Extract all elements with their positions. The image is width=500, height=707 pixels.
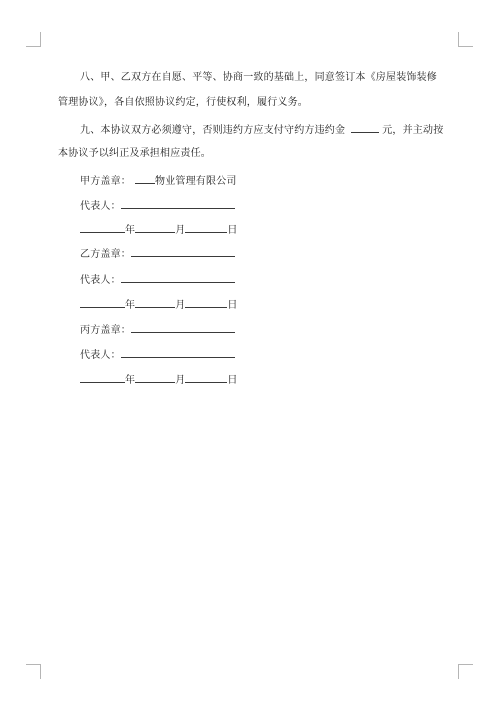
party-c-rep-row — [80, 347, 235, 363]
party-c-seal-label: 丙方盖章： — [80, 325, 131, 336]
crop-mark-bottom-left — [26, 664, 41, 679]
clause-nine-line-2: 本协议予以纠正及承担相应责任。 — [58, 148, 211, 159]
party-b-year-label: 年 — [125, 300, 136, 311]
party-c-month-blank — [135, 372, 175, 383]
clause-nine-text-before: 九、本协议双方必须遵守，否则违约方应支付守约方违约金 — [80, 125, 346, 136]
party-a-seal-blank — [135, 173, 155, 184]
party-a-rep-blank — [121, 198, 235, 209]
party-b-month-blank — [135, 297, 175, 308]
party-a-rep-label: 代表人： — [80, 201, 121, 212]
party-c-year-blank — [80, 372, 125, 383]
crop-mark-top-right — [458, 32, 473, 47]
party-a-date-row — [80, 222, 238, 238]
party-b-seal-label: 乙方盖章： — [80, 249, 131, 260]
party-b-month-label: 月 — [175, 300, 186, 311]
party-a-year-label: 年 — [125, 225, 136, 236]
penalty-amount-blank — [351, 122, 379, 133]
party-b-rep-label: 代表人： — [80, 275, 121, 286]
clause-nine-line-1 — [80, 122, 443, 138]
party-b-seal-blank — [131, 246, 235, 257]
party-b-seal-row — [80, 246, 235, 262]
party-c-seal-blank — [131, 322, 235, 333]
party-a-day-blank — [185, 222, 227, 233]
party-c-year-label: 年 — [125, 375, 136, 386]
party-c-day-blank — [185, 372, 227, 383]
party-c-rep-blank — [121, 347, 235, 358]
party-c-day-label: 日 — [227, 375, 238, 386]
party-a-company-name: 物业管理有限公司 — [155, 176, 237, 187]
party-b-rep-row — [80, 272, 235, 288]
party-c-rep-label: 代表人： — [80, 350, 121, 361]
party-a-month-label: 月 — [175, 225, 186, 236]
party-b-year-blank — [80, 297, 125, 308]
clause-eight-line-1: 八、甲、乙双方在自愿、平等、协商一致的基础上，同意签订本《房屋装饰装修 — [80, 72, 437, 83]
party-c-seal-row — [80, 322, 235, 338]
party-b-rep-blank — [121, 272, 235, 283]
party-a-seal-row — [80, 173, 237, 189]
clause-eight-line-2: 管理协议》，各自依照协议约定，行使权利，履行义务。 — [58, 97, 308, 108]
party-c-date-row — [80, 372, 238, 388]
party-a-month-blank — [135, 222, 175, 233]
party-a-day-label: 日 — [227, 225, 238, 236]
crop-mark-bottom-right — [458, 664, 473, 679]
party-b-date-row — [80, 297, 238, 313]
party-a-seal-label: 甲方盖章： — [80, 176, 131, 187]
party-c-month-label: 月 — [175, 375, 186, 386]
clause-nine-text-after: 元，并主动按 — [382, 125, 444, 136]
party-b-day-blank — [185, 297, 227, 308]
party-b-day-label: 日 — [227, 300, 238, 311]
crop-mark-top-left — [26, 32, 41, 47]
party-a-year-blank — [80, 222, 125, 233]
party-a-rep-row — [80, 198, 235, 214]
